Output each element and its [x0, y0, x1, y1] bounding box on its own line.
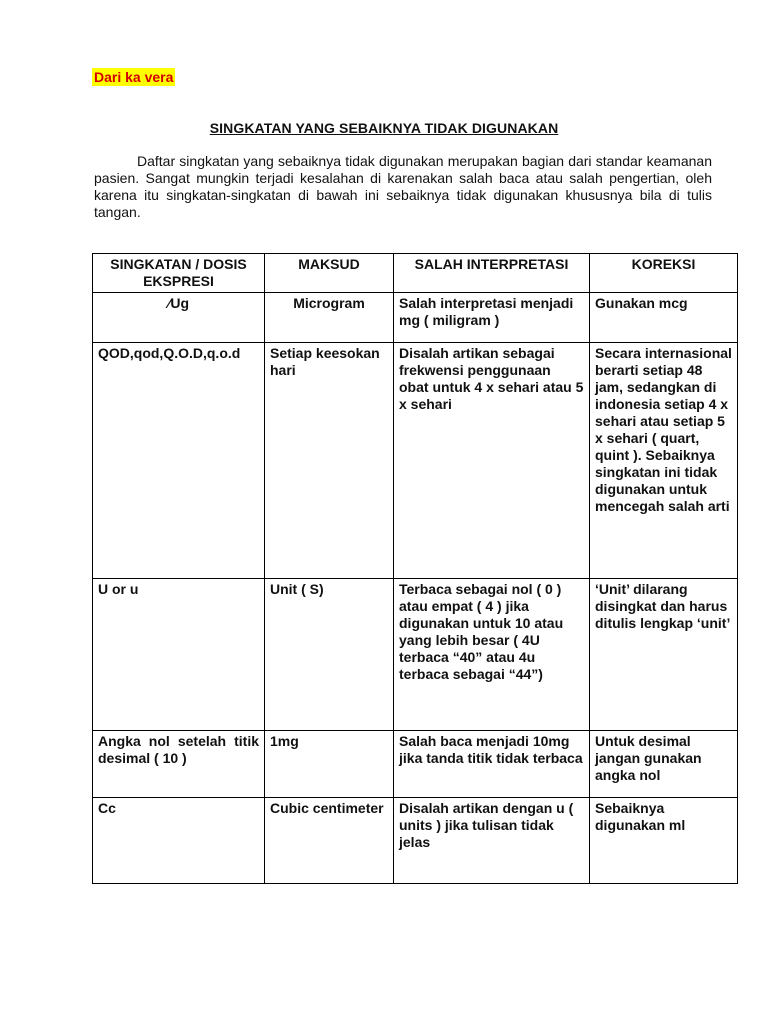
cell-salah-interpretasi: Disalah artikan dengan u ( units ) jika tulisan tidak jelas — [394, 798, 590, 884]
page-title: SINGKATAN YANG SEBAIKNYA TIDAK DIGUNAKAN — [209, 120, 559, 136]
intro-text: Daftar singkatan yang sebaiknya tidak digunakan merupakan bagian dari standar keamanan pasien. Sangat mungkin terjadi kesalahan di karenakan salah baca atau salah pengertian, oleh karena itu singkatan-singkatan di bawah ini sebaiknya tidak digunakan khususnya bila di tulis tangan. — [94, 153, 712, 220]
cell-maksud: 1mg — [265, 731, 394, 798]
table-row — [93, 798, 738, 884]
header-singkatan: SINGKATAN / DOSIS EKSPRESI — [93, 254, 265, 293]
cell-salah-interpretasi: Terbaca sebagai nol ( 0 ) atau empat ( 4 ) jika digunakan untuk 10 atau yang lebih besar ( 4U terbaca “40” atau 4u terbaca sebagai “44”) — [394, 579, 590, 731]
table-row — [93, 731, 738, 798]
cell-salah-interpretasi: Salah baca menjadi 10mg jika tanda titik tidak terbaca — [394, 731, 590, 798]
table-row — [93, 293, 738, 343]
cell-singkatan: U or u — [93, 579, 265, 731]
cell-maksud: Cubic centimeter — [265, 798, 394, 884]
cell-maksud: Setiap keesokan hari — [265, 343, 394, 579]
abbreviation-table — [92, 253, 738, 884]
table-row — [93, 343, 738, 579]
cell-singkatan: ∕Ug — [93, 293, 265, 343]
cell-maksud: Microgram — [265, 293, 394, 343]
table-header-row — [93, 254, 738, 293]
header-label: Dari ka vera — [94, 69, 174, 85]
cell-koreksi: Gunakan mcg — [590, 293, 738, 343]
cell-koreksi: Untuk desimal jangan gunakan angka nol — [590, 731, 738, 798]
cell-maksud: Unit ( S) — [265, 579, 394, 731]
intro-paragraph — [94, 153, 712, 221]
header-maksud: MAKSUD — [265, 254, 394, 293]
header-salah-interpretasi: SALAH INTERPRETASI — [394, 254, 590, 293]
cell-singkatan: Cc — [93, 798, 265, 884]
header-koreksi: KOREKSI — [590, 254, 738, 293]
cell-salah-interpretasi: Disalah artikan sebagai frekwensi penggunaan obat untuk 4 x sehari atau 5 x sehari — [394, 343, 590, 579]
cell-koreksi: ‘Unit’ dilarang disingkat dan harus ditulis lengkap ‘unit’ — [590, 579, 738, 731]
cell-singkatan: QOD,qod,Q.O.D,q.o.d — [93, 343, 265, 579]
cell-koreksi: Sebaiknya digunakan ml — [590, 798, 738, 884]
table-row — [93, 579, 738, 731]
cell-salah-interpretasi: Salah interpretasi menjadi mg ( miligram ) — [394, 293, 590, 343]
cell-singkatan: Angka nol setelah titik desimal ( 10 ) — [93, 731, 265, 798]
cell-koreksi: Secara internasional berarti setiap 48 jam, sedangkan di indonesia setiap 4 x sehari atau setiap 5 x sehari ( quart, quint ). Sebaiknya singkatan ini tidak digunakan untuk mencegah salah arti — [590, 343, 738, 579]
